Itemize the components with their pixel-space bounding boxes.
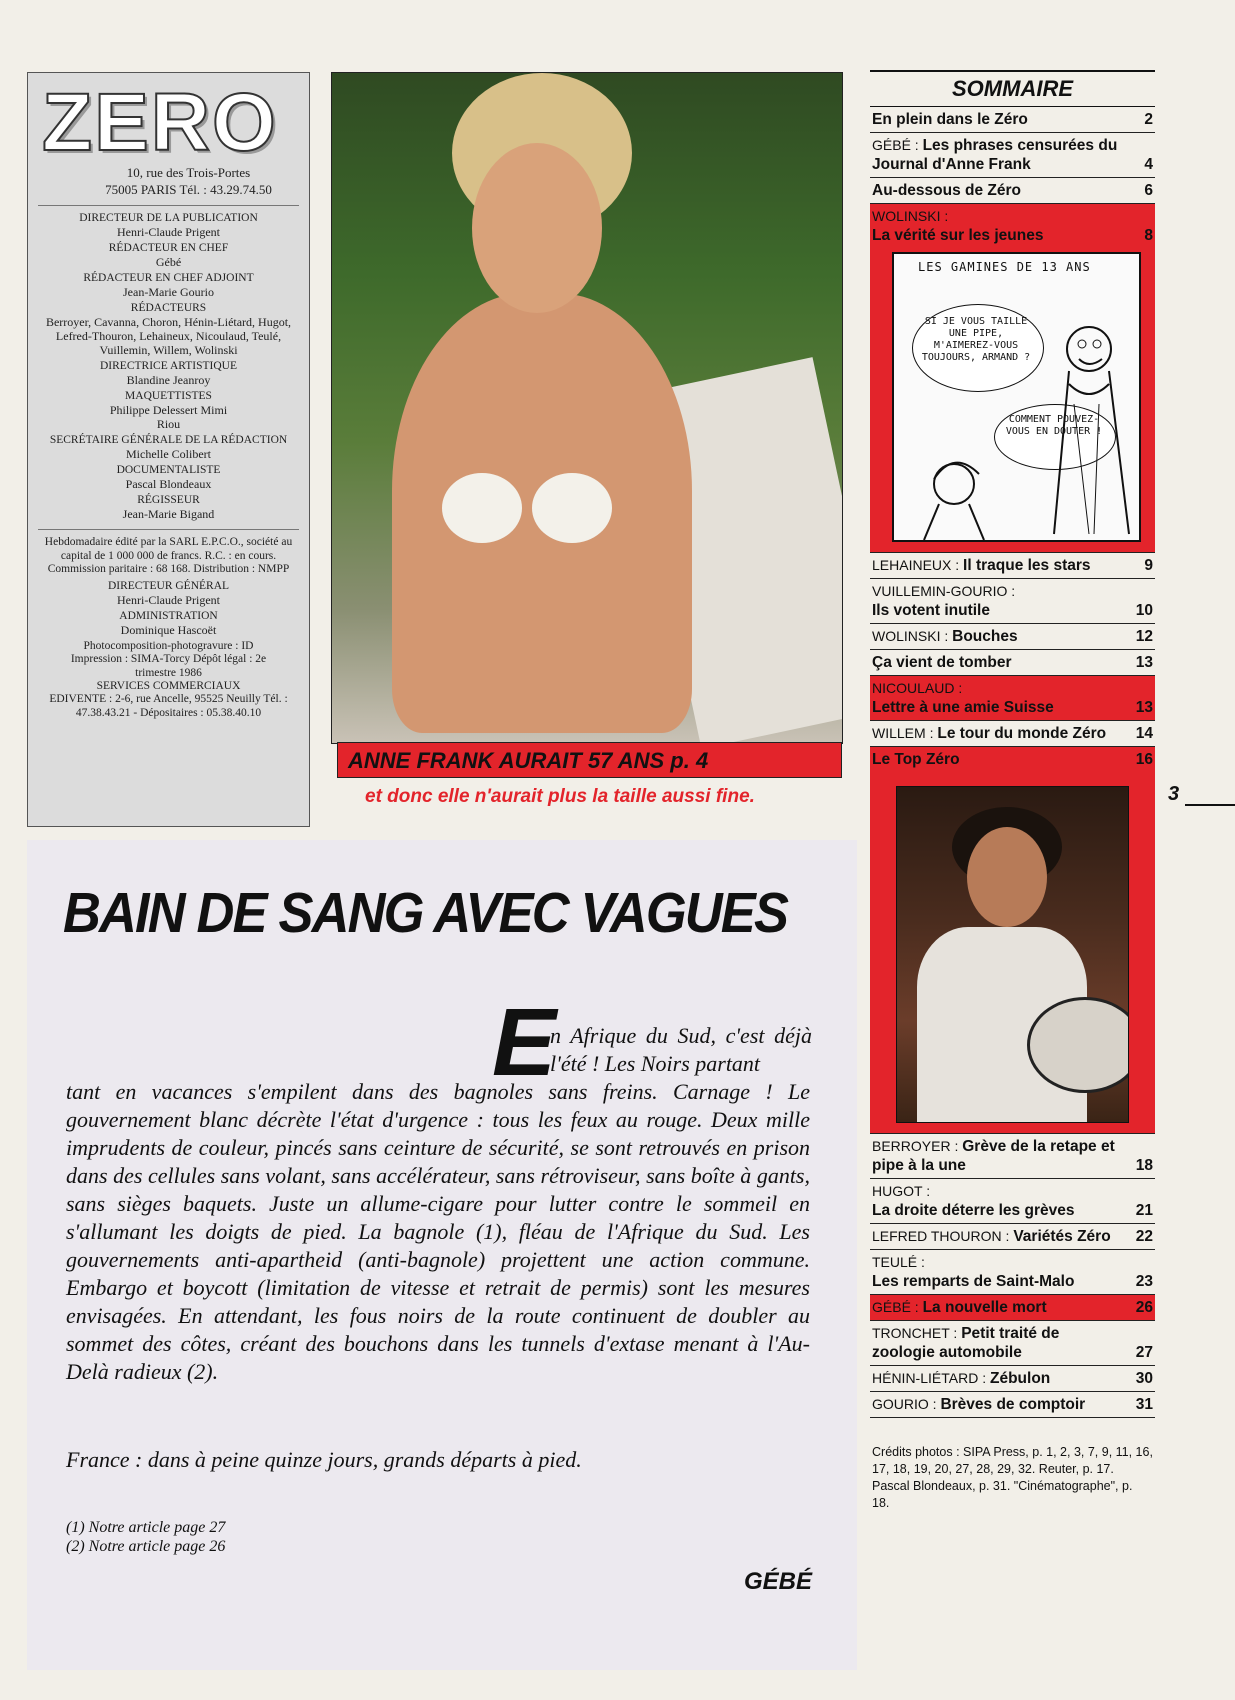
- toc-title: Au-dessous de Zéro: [872, 182, 1021, 199]
- toc-author: HÉNIN-LIÉTARD :: [872, 1370, 990, 1386]
- staff-role: ADMINISTRATION: [119, 609, 218, 622]
- article-title: BAIN DE SANG AVEC VAGUES: [63, 881, 788, 945]
- toc-title: Petit traité de zoologie automobile: [872, 1325, 1060, 1361]
- toc-title: Grève de la retape et pipe à la une: [872, 1138, 1115, 1174]
- printing-info: Photocomposition-photogravure : ID Impression : SIMA-Torcy Dépôt légal : 2e trimestre 1986: [70, 639, 267, 679]
- toc-item[interactable]: [870, 1134, 1155, 1179]
- toc-title: Les remparts de Saint-Malo: [872, 1273, 1075, 1290]
- toc-item[interactable]: [870, 1179, 1155, 1224]
- author-signature: GÉBÉ: [744, 1568, 813, 1595]
- address-line-2: 75005 PARIS Tél. : 43.29.74.50: [105, 182, 272, 197]
- toc-page: 14: [1135, 725, 1153, 742]
- toc-item[interactable]: [870, 1366, 1155, 1392]
- cartoon-caption: LES GAMINES DE 13 ANS: [918, 260, 1091, 274]
- toc-title: Bouches: [952, 628, 1018, 645]
- toc-page: 27: [1135, 1344, 1153, 1361]
- toc-page: 12: [1135, 628, 1153, 645]
- toc-author: WOLINSKI :: [872, 628, 953, 644]
- toc-item[interactable]: [870, 747, 1155, 772]
- toc-item[interactable]: [870, 721, 1155, 747]
- staff-role: RÉDACTEUR EN CHEF ADJOINT: [83, 272, 254, 284]
- toc-page: 26: [1135, 1299, 1153, 1316]
- toc-item[interactable]: [870, 1392, 1155, 1418]
- toc-author: VUILLEMIN-GOURIO :: [872, 583, 1016, 599]
- toc-author: GOURIO :: [872, 1396, 941, 1412]
- toc-title: La nouvelle mort: [922, 1299, 1047, 1316]
- drop-cap: E: [492, 989, 557, 1096]
- top-zero-photo: [896, 786, 1129, 1123]
- toc-title: Lettre à une amie Suisse: [872, 699, 1054, 716]
- toc-page: 13: [1135, 654, 1153, 671]
- article-closing: France : dans à peine quinze jours, grands départs à pied.: [66, 1447, 582, 1472]
- toc-page: 4: [1144, 156, 1153, 173]
- article-lead: n Afrique du Sud, c'est déjà l'été ! Les Noirs partant: [550, 1023, 812, 1076]
- toc-author: TEULÉ :: [872, 1254, 925, 1270]
- photo-shape: [967, 827, 1047, 927]
- toc-page: 22: [1135, 1228, 1153, 1245]
- cover-photo: [331, 72, 843, 744]
- toc-title: La vérité sur les jeunes: [872, 227, 1044, 244]
- bubble-text: COMMENT POUVEZ-VOUS EN DOUTER !: [1005, 414, 1103, 437]
- photo-shape: [472, 143, 602, 313]
- commercial-info: EDIVENTE : 2-6, rue Ancelle, 95525 Neuilly Tél. : 47.38.43.21 - Dépositaires : 05.38.40.10: [49, 693, 288, 719]
- footnotes: [66, 1518, 225, 1556]
- toc-item[interactable]: [870, 107, 1155, 133]
- staff-role: DIRECTEUR DE LA PUBLICATION: [79, 212, 258, 224]
- staff-list: [28, 212, 309, 521]
- toc-title: Brèves de comptoir: [940, 1396, 1086, 1413]
- toc-author: TRONCHET :: [872, 1325, 962, 1341]
- staff-role: RÉDACTEURS: [130, 302, 207, 314]
- staff-names: Jean-Marie Gourio: [123, 285, 214, 299]
- staff-names: Berroyer, Cavanna, Choron, Hénin-Liétard, Hugot, Lefred-Thouron, Lehaineux, Nicoulaud, Teulé, Vuillemin, Willem, Wolinski: [45, 315, 292, 357]
- staff-names: Michelle Colibert: [126, 447, 211, 461]
- wolinski-cartoon: [892, 252, 1141, 542]
- cover-caption: ANNE FRANK AURAIT 57 ANS p. 4: [337, 742, 842, 778]
- toc-title: Variétés Zéro: [1013, 1228, 1111, 1245]
- toc-page: 9: [1144, 557, 1153, 574]
- toc-author: WILLEM :: [872, 725, 938, 741]
- toc-author: LEFRED THOURON :: [872, 1228, 1014, 1244]
- toc-item[interactable]: [870, 579, 1155, 624]
- cartoon-drawing: [894, 254, 1141, 540]
- toc-author: LEHAINEUX :: [872, 557, 964, 573]
- toc-item[interactable]: [870, 1224, 1155, 1250]
- toc-title: Zébulon: [989, 1370, 1051, 1387]
- toc-author: GÉBÉ :: [872, 137, 923, 153]
- commercial-role: SERVICES COMMERCIAUX: [96, 680, 241, 692]
- toc-title: Le tour du monde Zéro: [937, 725, 1107, 742]
- divider: [38, 529, 299, 530]
- toc-item[interactable]: [870, 133, 1155, 178]
- toc-author: WOLINSKI :: [872, 208, 949, 224]
- toc-title: Ça vient de tomber: [872, 654, 1012, 671]
- toc-page: 31: [1135, 1396, 1153, 1413]
- staff-role: MAQUETTISTES: [125, 390, 212, 402]
- staff-names: Blandine Jeanroy: [126, 373, 211, 387]
- wolinski-feature[interactable]: [870, 204, 1155, 553]
- toc-author: GÉBÉ :: [872, 1299, 923, 1315]
- toc-page: 18: [1135, 1157, 1153, 1174]
- toc-item[interactable]: [870, 178, 1155, 204]
- toc-title: Il traque les stars: [963, 557, 1091, 574]
- toc-author: BERROYER :: [872, 1138, 963, 1154]
- photo-shape: [442, 473, 522, 543]
- toc-author: HUGOT :: [872, 1183, 931, 1199]
- toc-title: Les phrases censurées du Journal d'Anne Frank: [872, 137, 1118, 173]
- staff-names: Pascal Blondeaux: [125, 477, 212, 491]
- toc-page: 21: [1135, 1202, 1153, 1219]
- toc-title: Ils votent inutile: [872, 602, 990, 619]
- toc-page: 10: [1135, 602, 1153, 619]
- divider: [38, 205, 299, 206]
- staff-names: Henri-Claude Prigent: [117, 592, 220, 607]
- staff-role: RÉGISSEUR: [137, 494, 200, 506]
- footnote: (2) Notre article page 26: [66, 1538, 226, 1555]
- footnote: (1) Notre article page 27: [66, 1519, 226, 1536]
- photo-shape: [532, 473, 612, 543]
- toc-page: 13: [1135, 699, 1153, 716]
- toc-item[interactable]: [870, 553, 1155, 579]
- staff-role: DOCUMENTALISTE: [116, 464, 221, 476]
- toc-page: 16: [1135, 751, 1153, 768]
- toc-item[interactable]: [870, 676, 1155, 721]
- staff-names: Gébé: [155, 255, 182, 269]
- staff-role: RÉDACTEUR EN CHEF: [108, 242, 229, 254]
- toc-item[interactable]: [870, 650, 1155, 676]
- table-of-contents: [870, 70, 1155, 1512]
- zero-logo: ZERO: [42, 77, 278, 168]
- page-number: 3: [1168, 783, 1180, 805]
- staff-role: DIRECTEUR GÉNÉRAL: [107, 579, 230, 592]
- toc-title: La droite déterre les grèves: [872, 1202, 1075, 1219]
- toc-title: Le Top Zéro: [872, 751, 960, 768]
- staff-names: Philippe Delessert Mimi Riou: [109, 403, 228, 431]
- staff-names: Jean-Marie Bigand: [122, 507, 215, 521]
- toc-author: NICOULAUD :: [872, 680, 963, 696]
- toc-item[interactable]: [870, 1321, 1155, 1366]
- toc-item[interactable]: [870, 204, 1155, 248]
- masthead-box: [27, 72, 310, 827]
- toc-page: 8: [1144, 227, 1153, 244]
- staff-names: Dominique Hascoët: [120, 622, 217, 637]
- top-zero-feature[interactable]: [870, 747, 1155, 1134]
- address-line-1: 10, rue des Trois-Portes: [126, 165, 251, 180]
- toc-page: 2: [1144, 111, 1153, 128]
- staff-names: Henri-Claude Prigent: [117, 225, 220, 239]
- cover-subcaption: et donc elle n'aurait plus la taille aussi fine.: [365, 786, 755, 807]
- toc-title: En plein dans le Zéro: [872, 111, 1028, 128]
- bubble-text: SI JE VOUS TAILLE UNE PIPE, M'AIMEREZ-VOUS TOUJOURS, ARMAND ?: [921, 316, 1031, 363]
- toc-page: 23: [1135, 1273, 1153, 1290]
- toc-page: 30: [1135, 1370, 1153, 1387]
- sommaire-title: SOMMAIRE: [870, 70, 1155, 107]
- page-number-rule: [1185, 804, 1235, 806]
- staff-role: SECRÉTAIRE GÉNÉRALE DE LA RÉDACTION: [49, 434, 288, 446]
- legal-notice: Hebdomadaire édité par la SARL E.P.C.O., société au capital de 1 000 000 de francs. R.C. : en cours. Commission paritaire : 68 168. Distribution : NMPP: [44, 536, 293, 575]
- toc-item[interactable]: [870, 624, 1155, 650]
- article-body: tant en vacances s'empilent dans des bagnoles sans freins. Carnage ! Le gouvernement blanc décrète l'état d'urgence : tous les feux au rouge. Deux mille imprudents de couleur, pincés sans ceinture de sécurité, se sont retrouvés en prison dans des cellules sans volant, sans accélérateur, sans rétroviseur, sans boîte à gants, sans sièges baquets. Juste un allume-cigare pour lutter contre le sommeil en s'allumant les doigts de pied. La bagnole (1), fléau de l'Afrique du Sud. Les gouvernements anti-apartheid (anti-bagnole) projettent une action commune. Embargo et boycott (limitation de vitesse et retrait de permis) sont les mesures envisagées. En attendant, les fous noirs de la route continuent de doubler au sommet des côtes, créant des bouchons dans les tunnels d'extase menant à l'Au-Delà radieux (2).: [66, 1079, 810, 1384]
- toc-item[interactable]: [870, 1295, 1155, 1321]
- toc-item[interactable]: [870, 1250, 1155, 1295]
- toc-page: 6: [1144, 182, 1153, 199]
- staff-role: DIRECTRICE ARTISTIQUE: [100, 360, 237, 372]
- photo-credits: Crédits photos : SIPA Press, p. 1, 2, 3, 7, 9, 11, 16, 17, 18, 19, 20, 27, 28, 29, 32. Reuter, p. 17. Pascal Blondeaux, p. 31. "Cinématographe", p. 18.: [872, 1445, 1153, 1510]
